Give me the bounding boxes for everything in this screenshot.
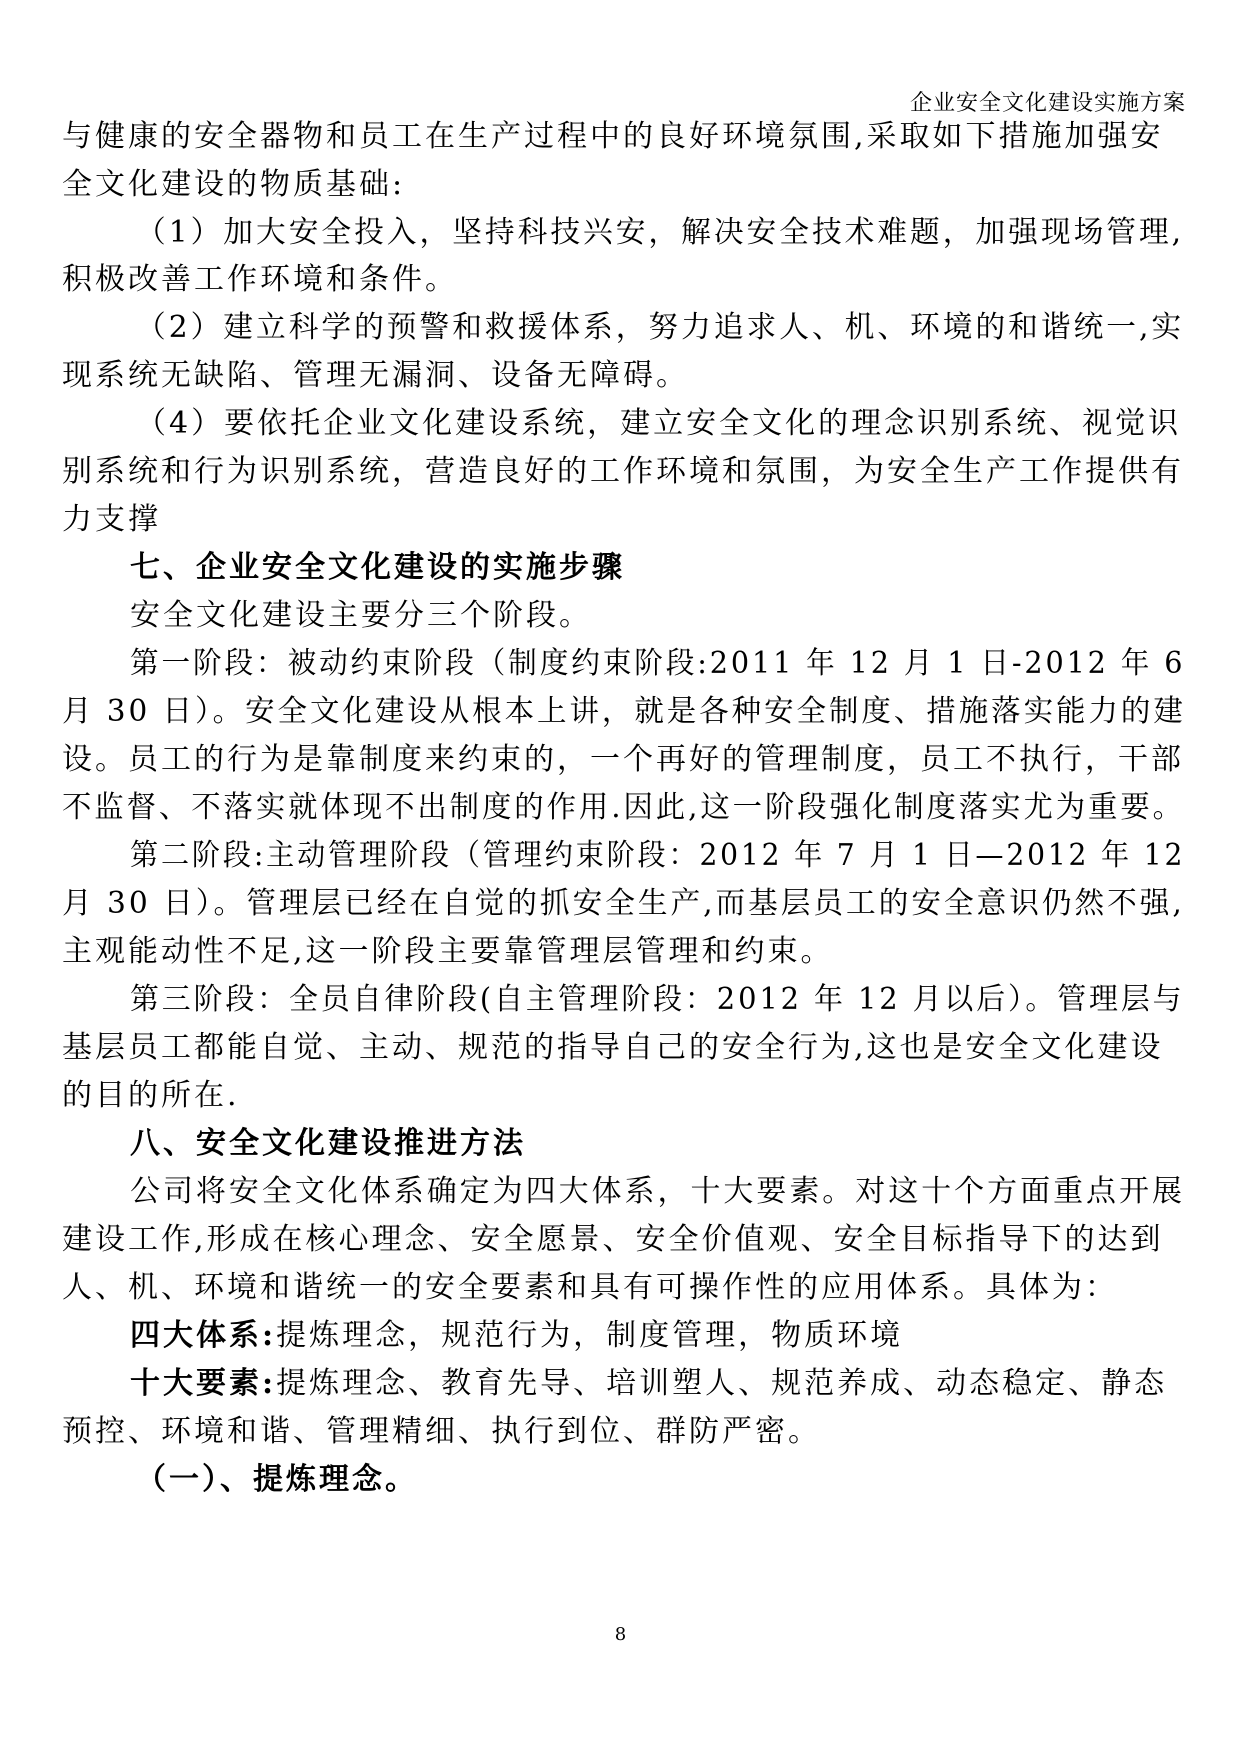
subsection-heading: （一）、提炼理念。 xyxy=(136,1462,418,1497)
section-heading-8: 八、安全文化建设推进方法 xyxy=(130,1126,526,1161)
page-number: 8 xyxy=(614,1624,627,1645)
text-line: 与健康的安全器物和员工在生产过程中的良好环境氛围,采取如下措施加强安 xyxy=(62,119,1164,154)
text-line: 积极改善工作环境和条件。 xyxy=(62,262,458,297)
text-line xyxy=(130,1316,903,1356)
text-line: 第二阶段:主动管理阶段（管理约束阶段：2012 年 7 月 1 日—2012 年 12 xyxy=(130,838,1186,873)
text-line: 建设工作,形成在核心理念、安全愿景、安全价值观、安全目标指导下的达到 xyxy=(62,1222,1164,1257)
text-line xyxy=(130,1364,1167,1404)
text-line: 别系统和行为识别系统，营造良好的工作环境和氛围，为安全生产工作提供有 xyxy=(62,454,1184,489)
text-line: 的目的所在. xyxy=(62,1078,240,1113)
text-line: 安全文化建设主要分三个阶段。 xyxy=(130,598,592,633)
text-line: 主观能动性不足,这一阶段主要靠管理层管理和约束。 xyxy=(62,934,834,969)
four-systems-text: 提炼理念，规范行为，制度管理，物质环境 xyxy=(276,1318,904,1353)
text-line: 第一阶段：被动约束阶段（制度约束阶段:2011 年 12 月 1 日-2012 年 6 xyxy=(130,646,1186,681)
four-systems-label: 四大体系: xyxy=(130,1318,277,1353)
text-line: 公司将安全文化体系确定为四大体系，十大要素。对这十个方面重点开展 xyxy=(130,1174,1185,1209)
ten-elements-text: 提炼理念、教育先导、培训塑人、规范养成、动态稳定、静态 xyxy=(276,1366,1168,1401)
text-line: （4）要依托企业文化建设系统，建立安全文化的理念识别系统、视觉识 xyxy=(136,406,1182,441)
text-line: 月 30 日）。管理层已经在自觉的抓安全生产,而基层员工的安全意识仍然不强, xyxy=(62,886,1185,921)
text-line: 基层员工都能自觉、主动、规范的指导自己的安全行为,这也是安全文化建设 xyxy=(62,1030,1164,1065)
text-line: 全文化建设的物质基础: xyxy=(62,167,406,202)
text-line: 不监督、不落实就体现不出制度的作用.因此,这一阶段强化制度落实尤为重要。 xyxy=(62,790,1185,825)
ten-elements-label: 十大要素: xyxy=(130,1366,277,1401)
text-line: （1）加大安全投入，坚持科技兴安，解决安全技术难题，加强现场管理, xyxy=(136,215,1185,250)
text-line: 现系统无缺陷、管理无漏洞、设备无障碍。 xyxy=(62,358,689,393)
text-line: 预控、环境和谐、管理精细、执行到位、群防严密。 xyxy=(62,1414,821,1449)
text-line: 月 30 日）。安全文化建设从根本上讲，就是各种安全制度、措施落实能力的建 xyxy=(62,694,1186,729)
text-line: 力支撑 xyxy=(62,502,161,537)
text-line: 人、机、环境和谐统一的安全要素和具有可操作性的应用体系。具体为： xyxy=(62,1270,1118,1305)
text-line: （2）建立科学的预警和救援体系，努力追求人、机、环境的和谐统一,实 xyxy=(136,310,1185,345)
text-line: 设。员工的行为是靠制度来约束的，一个再好的管理制度，员工不执行，干部 xyxy=(62,742,1184,777)
text-line: 第三阶段：全员自律阶段(自主管理阶段：2012 年 12 月以后）。管理层与 xyxy=(130,982,1185,1017)
section-heading-7: 七、企业安全文化建设的实施步骤 xyxy=(130,550,625,585)
running-header: 企业安全文化建设实施方案 xyxy=(909,91,1186,116)
